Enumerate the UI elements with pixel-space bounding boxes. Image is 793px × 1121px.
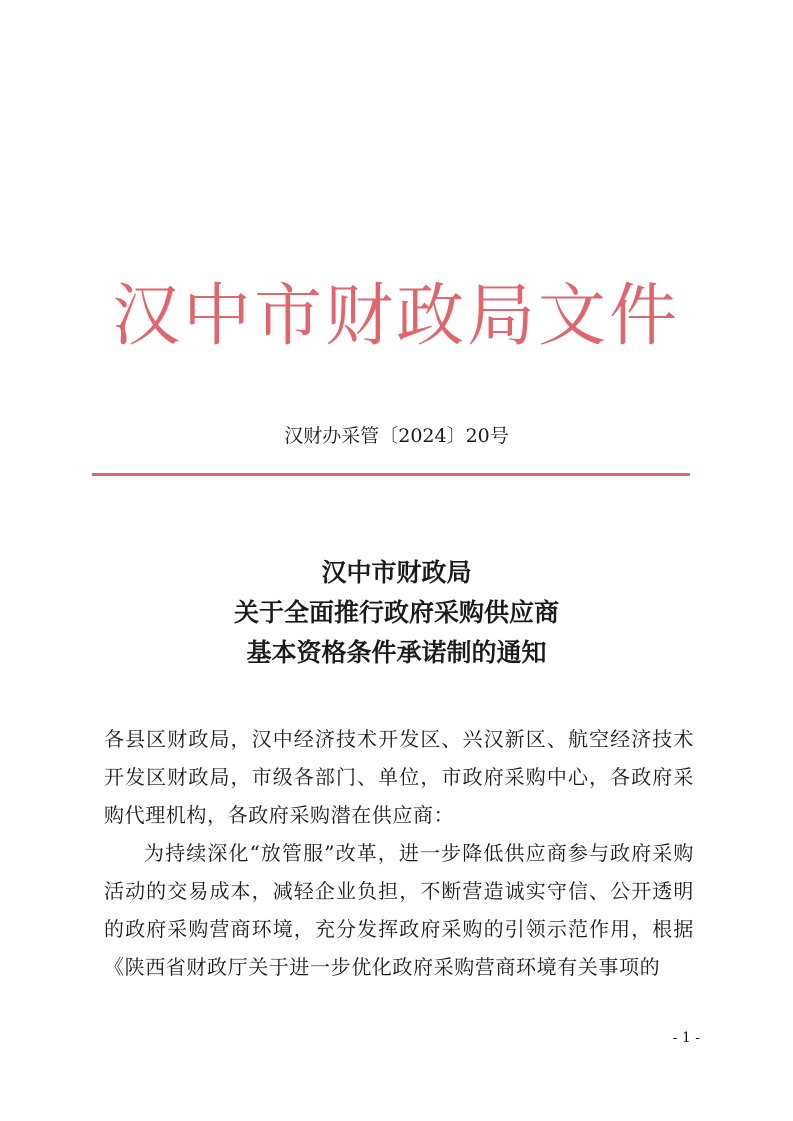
page-number: - 1 - xyxy=(672,1030,700,1046)
title-line-1: 汉中市财政局 xyxy=(321,558,472,587)
addressee-paragraph: 各县区财政局，汉中经济技术开发区、兴汉新区、航空经济技术开发区财政局，市级各部门、单位，市政府采购中心，各政府采购代理机构，各政府采购潜在供应商： xyxy=(104,727,694,827)
title-line-2: 关于全面推行政府采购供应商 xyxy=(233,598,559,627)
document-title xyxy=(0,553,793,673)
document-body xyxy=(104,720,694,986)
title-line-3: 基本资格条件承诺制的通知 xyxy=(246,638,547,667)
document-number: 汉财办采管〔2024〕20号 xyxy=(284,425,509,447)
red-divider-line xyxy=(92,473,690,476)
body-paragraph-1: 为持续深化“放管服”改革，进一步降低供应商参与政府采购活动的交易成本，减轻企业负担，不断营造诚实守信、公开透明的政府采购营商环境，充分发挥政府采购的引领示范作用，根据《陕西省财政厅关于进一步优化政府采购营商环境有关事项的 xyxy=(104,841,694,979)
document-masthead: 汉中市财政局文件 xyxy=(111,277,680,356)
